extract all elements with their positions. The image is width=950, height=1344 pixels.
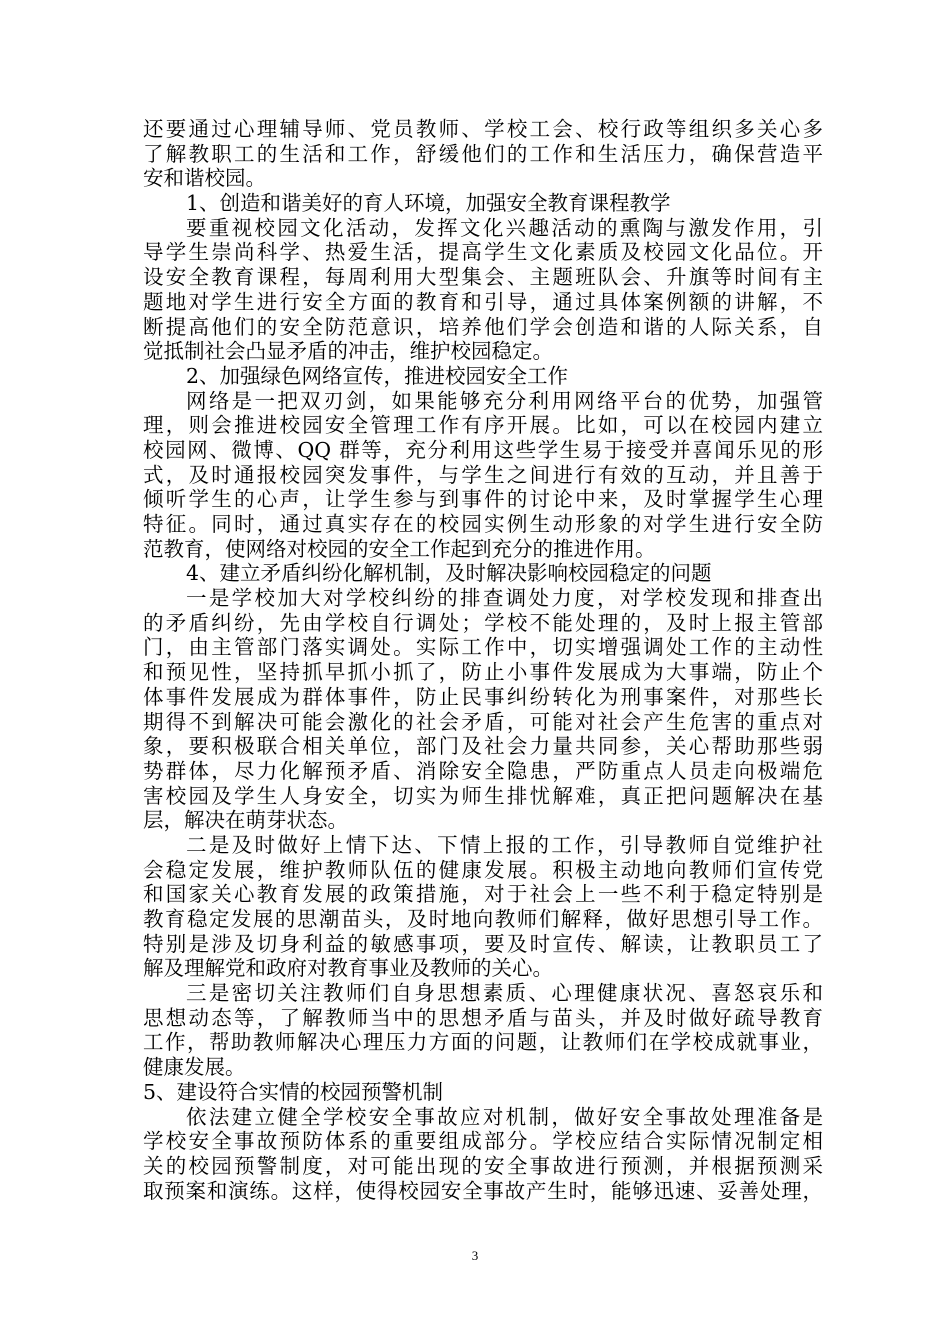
page-number: 3: [471, 1248, 479, 1263]
text-line: 门，由主管部门落实调处。实际工作中，切实增强调处工作的主动性: [143, 635, 823, 660]
text-line: 会稳定发展，维护教师队伍的健康发展。积极主动地向教师们宣传党: [143, 857, 823, 882]
text-line: 依法建立健全学校安全事故应对机制，做好安全事故处理准备是: [186, 1104, 823, 1129]
text-line: 理，则会推进校园安全管理工作有序开展。比如，可以在校园内建立: [143, 413, 823, 438]
text-line: 5、建设符合实情的校园预警机制: [143, 1079, 444, 1104]
text-line: 层，解决在萌芽状态。: [143, 808, 348, 833]
text-line: 式，及时通报校园突发事件，与学生之间进行有效的互动，并且善于: [143, 462, 823, 487]
text-line: 势群体，尽力化解预矛盾、消除安全隐患，严防重点人员走向极端危: [143, 758, 823, 783]
text-line: 特征。同时，通过真实存在的校园实例生动形象的对学生进行安全防: [143, 512, 823, 536]
text-line: 三是密切关注教师们自身思想素质、心理健康状况、喜怒哀乐和: [186, 981, 823, 1006]
text-line: 象，要积极联合相关单位，部门及社会力量共同参，关心帮助那些弱: [143, 734, 823, 759]
text-line: 校园网、微博、QQ 群等，充分利用这些学生易于接受并喜闻乐见的形: [143, 437, 823, 462]
text-line: 解及理解党和政府对教育事业及教师的关心。: [143, 956, 553, 981]
text-line: 4、建立矛盾纠纷化解机制，及时解决影响校园稳定的问题: [186, 561, 712, 586]
text-line: 工作，帮助教师解决心理压力方面的问题，让教师们在学校成就事业，: [143, 1030, 823, 1055]
text-line: 安和谐校园。: [143, 166, 266, 191]
text-line: 还要通过心理辅导师、党员教师、学校工会、校行政等组织多关心多: [143, 117, 823, 141]
text-line: 导学生崇尚科学、热爱生活，提高学生文化素质及校园文化品位。开: [143, 240, 823, 265]
text-line: 网络是一把双刃剑，如果能够充分利用网络平台的优势，加强管: [186, 388, 823, 413]
text-line: 取预案和演练。这样，使得校园安全事故产生时，能够迅速、妥善处理，: [143, 1178, 823, 1203]
text-line: 体事件发展成为群体事件，防止民事纠纷转化为刑事案件，对那些长: [143, 684, 823, 709]
text-line: 期得不到解决可能会激化的社会矛盾，可能对社会产生危害的重点对: [143, 709, 823, 734]
text-line: 倾听学生的心声，让学生参与到事件的讨论中来，及时掌握学生心理: [143, 487, 823, 512]
text-line: 和国家关心教育发展的政策措施，对于社会上一些不利于稳定特别是: [143, 882, 823, 907]
text-line: 教育稳定发展的思潮苗头，及时地向教师们解释，做好思想引导工作。: [143, 907, 823, 931]
text-line: 要重视校园文化活动，发挥文化兴趣活动的熏陶与激发作用，引: [186, 215, 823, 240]
text-line: 题地对学生进行安全方面的教育和引导，通过具体案例额的讲解，不: [143, 289, 823, 314]
text-line: 和预见性，坚持抓早抓小抓了，防止小事件发展成为大事端，防止个: [143, 660, 823, 685]
text-line: 了解教职工的生活和工作，舒缓他们的工作和生活压力，确保营造平: [143, 141, 823, 166]
text-line: 特别是涉及切身利益的敏感事项，要及时宣传、解读，让教职员工了: [143, 931, 823, 956]
text-line: 觉抵制社会凸显矛盾的冲击，维护校园稳定。: [143, 339, 553, 364]
text-line: 范教育，使网络对校园的安全工作起到充分的推进作用。: [143, 536, 656, 561]
text-line: 的矛盾纠纷，先由学校自行调处；学校不能处理的，及时上报主管部: [143, 610, 823, 635]
text-line: 害校园及学生人身安全，切实为师生排忧解难，真正把问题解决在基: [143, 783, 823, 808]
text-line: 断提高他们的安全防范意识，培养他们学会创造和谐的人际关系，自: [143, 314, 823, 339]
text-line: 1、创造和谐美好的育人环境，加强安全教育课程教学: [186, 191, 671, 216]
text-line: 设安全教育课程，每周利用大型集会、主题班队会、升旗等时间有主: [143, 265, 823, 290]
text-line: 学校安全事故预防体系的重要组成部分。学校应结合实际情况制定相: [143, 1129, 823, 1154]
text-line: 健康发展。: [143, 1055, 246, 1080]
body-text: [143, 117, 823, 1203]
text-line: 关的校园预警制度，对可能出现的安全事故进行预测，并根据预测采: [143, 1153, 823, 1178]
text-line: 一是学校加大对学校纠纷的排查调处力度，对学校发现和排查出: [186, 586, 823, 611]
text-line: 2、加强绿色网络宣传，推进校园安全工作: [186, 363, 569, 388]
text-line: 思想动态等，了解教师当中的思想矛盾与苗头，并及时做好疏导教育: [143, 1005, 823, 1030]
text-line: 二是及时做好上情下达、下情上报的工作，引导教师自觉维护社: [186, 832, 823, 857]
